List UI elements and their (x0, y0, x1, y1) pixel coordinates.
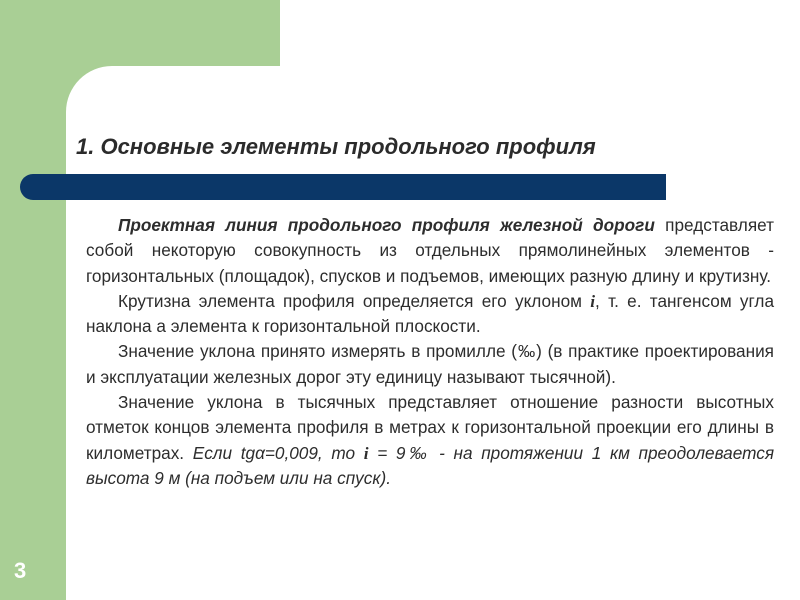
paragraph-4-text: Значение уклона в тысячных представляет отношение разности высотных отметок концов элемента профиля в метрах к горизонтальной проекции его длины в километрах. (86, 392, 774, 463)
page-number: 3 (14, 558, 27, 583)
paragraph-4 (86, 390, 774, 491)
paragraph-1-text: представляет собой некоторую совокупность из отдельных прямолинейных элементов - горизонтальных (площадок), спусков и подъемов, имеющих разную длину и крутизну. (86, 215, 774, 286)
slide-body (86, 213, 774, 491)
paragraph-3 (86, 339, 774, 390)
paragraph-2 (86, 289, 774, 340)
paragraph-1-lead: Проектная линия продольного профиля железной дороги (118, 215, 655, 235)
paragraph-2-text-b: , т. е. тангенсом угла наклона а элемента к горизонтальной плоскости. (86, 290, 775, 337)
paragraph-1 (86, 213, 774, 289)
slide-title: 1. Основные элементы продольного профиля (76, 134, 596, 159)
slope-symbol: i (590, 291, 596, 311)
paragraph-4-example-a: Если tgα=0,009, то (192, 442, 364, 463)
slope-symbol-example: i (363, 443, 369, 463)
paragraph-3-text: Значение уклона принято измерять в промилле (‰) (в практике проектирования и эксплуатации железных дорог эту единицу называют тысячной). (86, 341, 774, 387)
paragraph-2-text-a: Крутизна элемента профиля определяется его уклоном (118, 290, 591, 311)
title-underline-bar (20, 174, 666, 200)
paragraph-4-example-b: = 9‰ - на протяжении 1 км преодолевается высота 9 м (на подъем или на спуск). (86, 442, 775, 488)
